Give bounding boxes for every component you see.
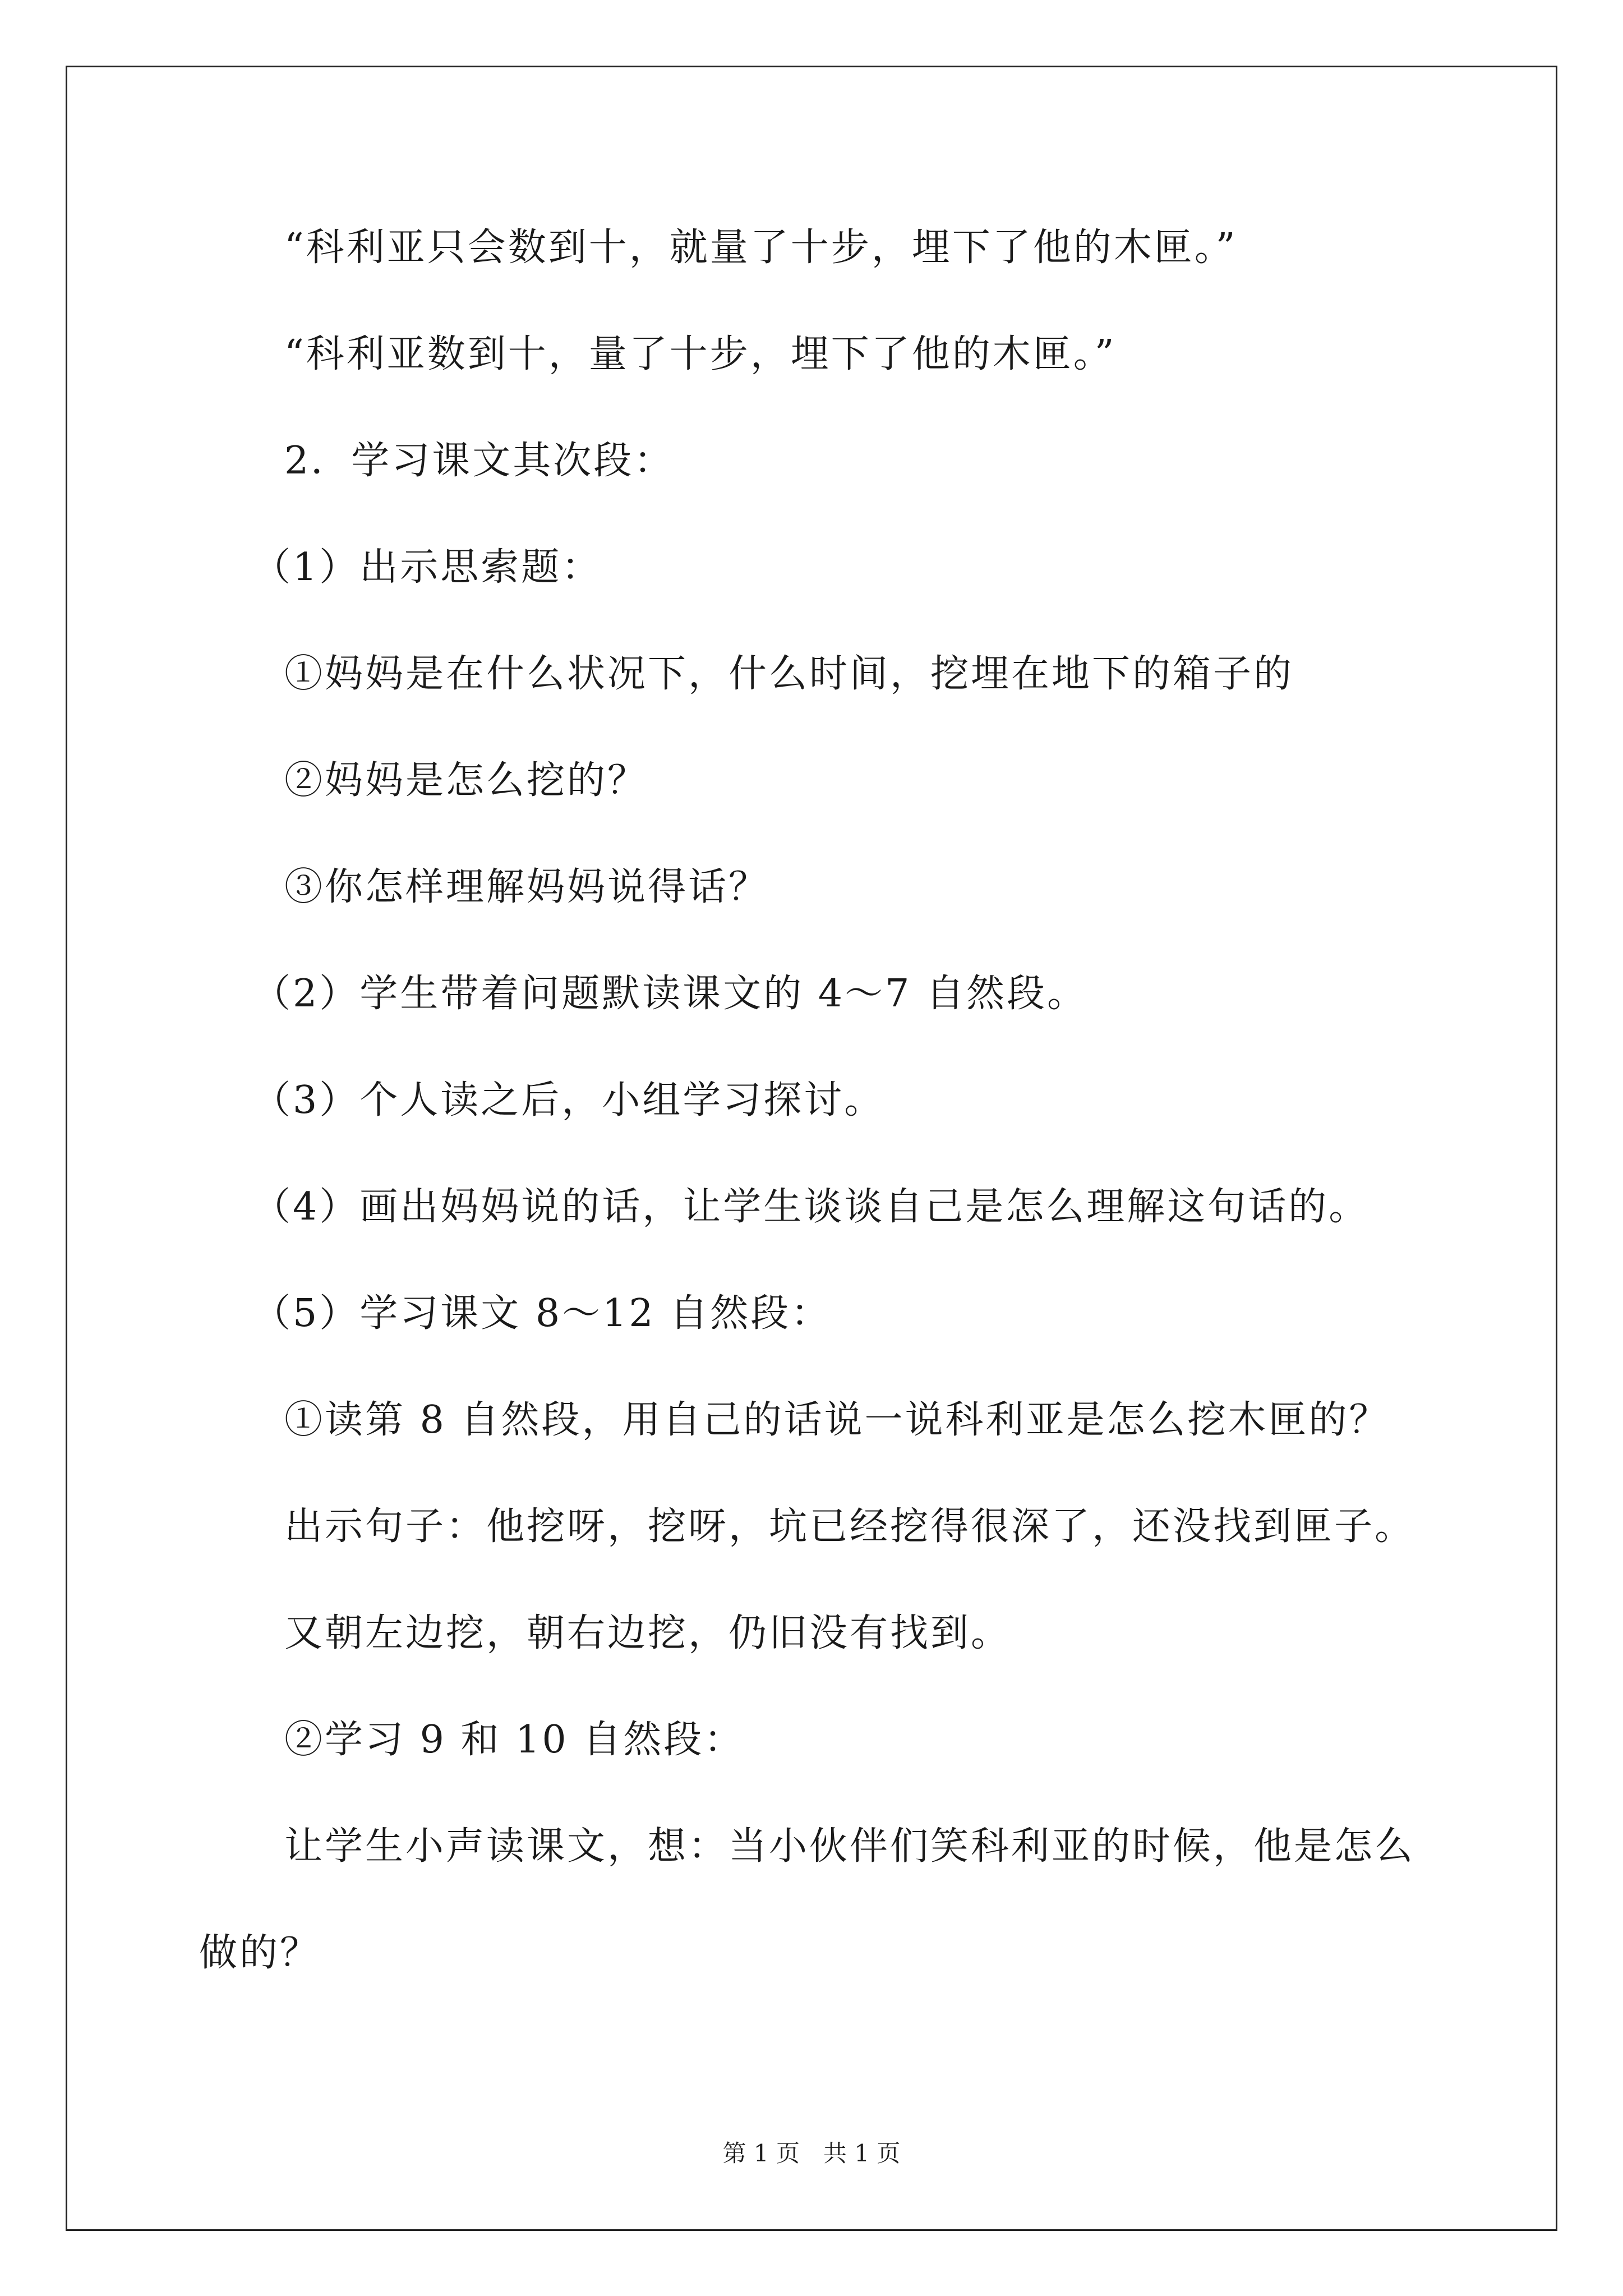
page-frame	[66, 66, 1557, 2231]
text-line: ②学习 9 和 10 自然段：	[284, 1718, 745, 1762]
text-line: （2）学生带着问题默读课文的 4～7 自然段。	[252, 972, 1088, 1016]
text-line: （1）出示思索题：	[252, 545, 602, 590]
text-line: 让学生小声读课文，想：当小伙伴们笑科利亚的时候，他是怎么	[284, 1824, 1415, 1869]
text-line: （4）画出妈妈说的话，让学生谈谈自己是怎么理解这句话的。	[252, 1185, 1370, 1229]
text-line: “科利亚只会数到十，就量了十步，埋下了他的木匣。”	[284, 226, 1238, 270]
text-line: ①妈妈是在什么状况下，什么时间，挖埋在地下的箱子的	[284, 652, 1294, 696]
document-body	[67, 67, 1556, 2229]
text-line: 做的？	[199, 1931, 321, 1975]
text-line: ③你怎样理解妈妈说得话？	[284, 865, 769, 909]
text-line: （5）学习课文 8～12 自然段：	[252, 1291, 832, 1336]
text-line: 出示句子：他挖呀，挖呀，坑已经挖得很深了，还没找到匣子。	[284, 1504, 1415, 1549]
text-line: （3）个人读之后，小组学习探讨。	[252, 1078, 885, 1122]
text-line: 2．学习课文其次段：	[284, 439, 675, 483]
text-line: “科利亚数到十，量了十步，埋下了他的木匣。”	[284, 332, 1117, 376]
text-line: ①读第 8 自然段，用自己的话说一说科利亚是怎么挖木匣的？	[284, 1398, 1390, 1442]
text-line: ②妈妈是怎么挖的？	[284, 758, 648, 803]
page-footer: 第 1 页 共 1 页	[722, 2139, 901, 2167]
text-line: 又朝左边挖，朝右边挖，仍旧没有找到。	[284, 1611, 1012, 1655]
